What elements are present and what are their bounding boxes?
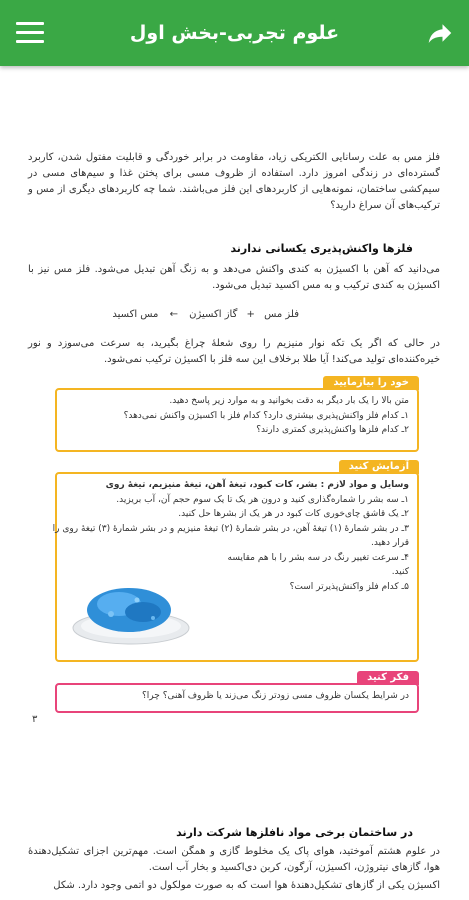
section2-paragraph: در علوم هشتم آموختید، هوای پاک یک مخلوط گازی و همگن است. مهم‌ترین اجزای تشکیل‌دهندهٔ هوا، گازهای نیتروژن، اکسیژن، آرگون، کربن دی‌اکسید و بخار آب است.: [28, 846, 440, 873]
copper-sulfate-image: [71, 566, 191, 648]
experiment-line-7: کنید.: [391, 567, 409, 577]
think-box: [55, 672, 419, 713]
self-test-lines: [57, 390, 417, 438]
section1-paragraph-2: در حالی که اگر یک تکه نوار منیزیم را روی شعلهٔ چراغ بگیرید، به سرعت می‌سوزد و نور خیره‌کننده‌ای تولید می‌کند! آیا طلا برخلاف این سه فلز با اکسیژن ترکیب نمی‌شود.: [28, 338, 440, 365]
experiment-line-2: ۱ـ سه بشر را شماره‌گذاری کنید و درون هر یک تا یک سوم حجم آن، آب بریزید.: [116, 494, 409, 505]
self-test-line-1: متن بالا را یک بار دیگر به دقت بخوانید و به موارد زیر پاسخ دهید.: [169, 396, 409, 406]
reaction-equation: [112, 309, 299, 320]
experiment-line-5: قرار دهید.: [370, 538, 409, 548]
section1-paragraph: می‌دانید که آهن با اکسیژن به کندی واکنش می‌دهد و به زنگ آهن تبدیل می‌شود. فلز مس نیز با اکسیژن به کندی ترکیب و به مس اکسید تبدیل می‌شود.: [28, 264, 440, 291]
app-bar: [0, 0, 469, 66]
hamburger-menu-icon[interactable]: [16, 22, 44, 44]
eq-plus: +: [246, 309, 255, 320]
experiment-line-8: ۵ـ کدام فلز واکنش‌پذیرتر است؟: [289, 581, 409, 592]
content-page: [0, 66, 469, 900]
section2-heading: در ساختمان برخی مواد نافلزها شرکت دارند: [176, 826, 413, 839]
think-question: در شرایط یکسان ظروف مسی زودتر زنگ می‌زند یا ظروف آهنی؟ چرا؟: [142, 691, 409, 701]
page-number: ۳: [32, 714, 38, 725]
section1-heading: فلزها واکنش‌پذیری یکسانی ندارند: [230, 242, 413, 255]
experiment-line-3: ۲ـ یک قاشق چای‌خوری کات کبود در هر یک از بشرها حل کنید.: [178, 509, 409, 519]
experiment-box: [52, 461, 419, 662]
eq-arrow: ←: [169, 309, 178, 320]
self-test-line-2: ۱ـ کدام فلز واکنش‌پذیری بیشتری دارد؟ کدام فلز با اکسیژن واکنش نمی‌دهد؟: [123, 410, 409, 421]
eq-product: مس اکسید: [112, 309, 159, 320]
app-title: علوم تجربی-بخش اول: [129, 22, 340, 44]
eq-reactant-oxygen: گاز اکسیژن: [189, 309, 238, 320]
self-test-tag: خود را بیازمایید: [323, 376, 419, 390]
section2-paragraph-2: اکسیژن یکی از گازهای تشکیل‌دهندهٔ هوا است که به صورت مولکول دو اتمی وجود دارد. شکل: [53, 880, 440, 891]
experiment-line-4: ۳ـ در بشر شمارهٔ (۱) تیغهٔ آهن، در بشر شمارهٔ (۲) تیغهٔ منیزیم و در بشر شمارهٔ (۳) تیغهٔ روی را: [52, 523, 409, 534]
self-test-line-3: ۲ـ کدام فلزها واکنش‌پذیری کمتری دارند؟: [256, 425, 409, 435]
experiment-tag: آزمایش کنید: [339, 460, 419, 474]
think-tag: فکر کنید: [357, 671, 419, 685]
experiment-line-6: ۴ـ سرعت تغییر رنگ در سه بشر را با هم مقایسه: [227, 552, 409, 563]
experiment-line-1: وسایل و مواد لازم : بشر، کات کبود، تیغهٔ آهن، تیغهٔ منیزیم، تیغهٔ روی: [105, 480, 409, 490]
self-test-box: [55, 377, 419, 452]
intro-paragraph: فلز مس به علت رسانایی الکتریکی زیاد، مقاومت در برابر خوردگی و قابلیت مفتول شدن، کاربرد گسترده‌ای در زندگی امروز دارد. استفاده از ظروف مسی برای پختن غذا و سیم‌های مسی در سیم‌کشی ساختمان، نمونه‌هایی از کاربردهای این فلز می‌باشند. شما چه کاربردهای دیگری از مس و ترکیب‌های آن سراغ دارید؟: [28, 152, 440, 211]
eq-reactant-copper: فلز مس: [264, 309, 299, 320]
share-arrow-icon[interactable]: [425, 18, 455, 48]
